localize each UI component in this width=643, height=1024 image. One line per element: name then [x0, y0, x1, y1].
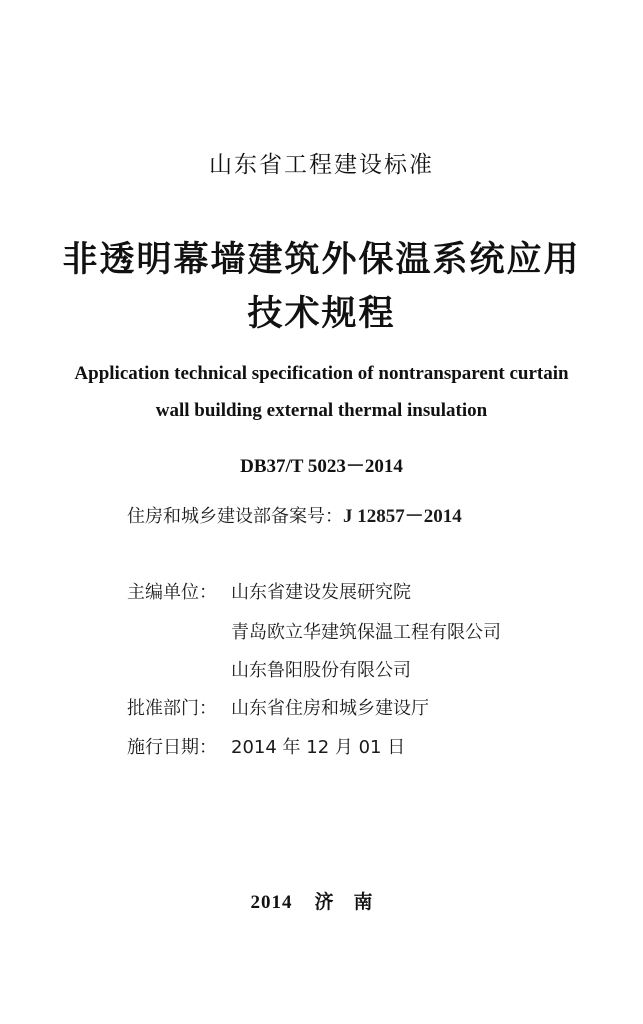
publication-city: 济南 [314, 891, 393, 913]
editor-unit-1: 山东省建设发展研究院 [231, 582, 411, 603]
record-number-row [127, 501, 462, 528]
chinese-title-line-2: 技术规程 [247, 293, 396, 334]
english-title-line-2: wall building external thermal insulation [155, 400, 488, 421]
approval-label: 批准部门： [127, 698, 217, 719]
chinese-title-line-1: 非透明幕墙建筑外保温系统应用 [62, 239, 581, 280]
editor-unit-3: 山东鲁阳股份有限公司 [231, 660, 411, 681]
publication-footer [0, 887, 643, 914]
publication-year: 2014 [250, 892, 293, 913]
record-number-value: J 12857－2014 [343, 506, 462, 527]
record-number-label: 住房和城乡建设部备案号： [127, 506, 343, 527]
effective-date-label: 施行日期： [127, 737, 217, 758]
editor-unit-2: 青岛欧立华建筑保温工程有限公司 [231, 622, 501, 643]
editors-label: 主编单位： [127, 582, 217, 603]
standard-code: DB37/T 5023－2014 [240, 456, 403, 477]
effective-date-value: 2014 年 12 月 01 日 [231, 737, 406, 758]
english-title-line-1: Application technical specification of nontransparent curtain [74, 363, 569, 384]
standard-category: 山东省工程建设标准 [209, 152, 434, 178]
approval-value: 山东省住房和城乡建设厅 [231, 698, 429, 719]
